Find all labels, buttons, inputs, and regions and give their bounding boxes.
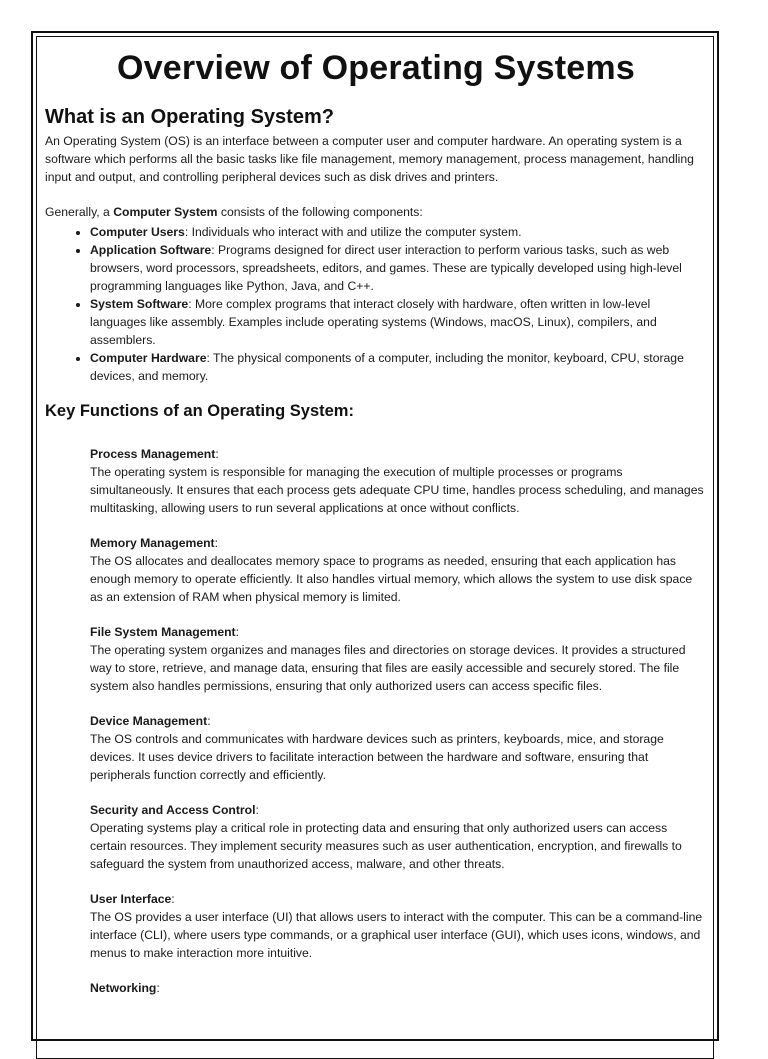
function-title-text: Process Management xyxy=(90,447,216,461)
function-title-colon: : xyxy=(255,803,259,817)
function-description: The OS controls and communicates with hardware devices such as printers, keyboards, mice, and storage devices. It uses device drivers to facilitate interaction between the hardware and software, ensuring that peripherals function correctly and efficiently. xyxy=(90,732,664,782)
function-title-colon: : xyxy=(215,447,219,461)
function-title xyxy=(90,712,707,730)
function-item xyxy=(90,534,707,606)
function-description: The operating system is responsible for managing the execution of multiple processes or programs simultaneously. It ensures that each process gets adequate CPU time, handles process scheduling, and manages multitasking, allowing users to run several applications at once without conflicts. xyxy=(90,465,704,515)
intro-suffix: consists of the following components: xyxy=(217,205,423,219)
function-title-colon: : xyxy=(214,536,219,550)
function-title xyxy=(90,979,707,997)
component-term: Application Software xyxy=(90,243,212,257)
key-functions-heading: Key Functions of an Operating System: xyxy=(45,402,354,420)
function-description: The OS provides a user interface (UI) that allows users to interact with the computer. This can be a command-line interface (CLI), where users type commands, or a graphical user interface (GUI), which uses icons, windows, and menus to make interaction more intuitive. xyxy=(90,910,703,960)
paragraph-spacer xyxy=(45,186,707,203)
function-title xyxy=(90,445,707,463)
function-title-text: Networking xyxy=(90,981,157,995)
function-item xyxy=(90,712,707,784)
component-term: System Software xyxy=(90,297,189,311)
intro-prefix: Generally, a xyxy=(45,205,114,219)
function-item xyxy=(90,801,707,873)
list-item xyxy=(90,295,707,349)
function-title-colon: : xyxy=(235,625,240,639)
function-description: The OS allocates and deallocates memory space to programs as needed, ensuring that each application has enough memory to operate efficiently. It also handles virtual memory, which allows the system to use disk space as an extension of RAM when physical memory is limited. xyxy=(90,554,693,604)
function-item xyxy=(90,890,707,962)
component-desc: : The physical components of a computer, including the monitor, keyboard, CPU, storage devices, and memory. xyxy=(90,351,684,383)
function-title-text: Memory Management xyxy=(90,536,215,550)
what-is-os-heading: What is an Operating System? xyxy=(45,106,334,128)
list-item xyxy=(90,223,707,241)
list-item xyxy=(90,349,707,385)
function-title-text: File System Management xyxy=(90,625,236,639)
component-desc: : Programs designed for direct user interaction to perform various tasks, such as web browsers, word processors, spreadsheets, editors, and games. These are typically developed using high-level programming languages like Python, Java, and C++. xyxy=(90,243,682,293)
function-title xyxy=(90,623,707,641)
function-item xyxy=(90,979,707,997)
document-title: Overview of Operating Systems xyxy=(117,49,635,87)
function-title-colon: : xyxy=(171,892,175,906)
function-title-text: Device Management xyxy=(90,714,208,728)
intro-bold-term: Computer System xyxy=(113,205,218,219)
component-term: Computer Users xyxy=(90,225,185,239)
functions-list xyxy=(45,445,707,997)
function-item xyxy=(90,623,707,695)
os-definition-paragraph: An Operating System (OS) is an interface between a computer user and computer hardware. An operating system is a software which performs all the basic tasks like file management, memory management, process management, handling input and output, and controlling peripheral devices such as disk drives and printers. xyxy=(45,134,694,184)
function-title xyxy=(90,801,707,819)
function-title-colon: : xyxy=(156,981,160,995)
function-title xyxy=(90,534,707,552)
computer-system-intro xyxy=(45,203,707,221)
document-content xyxy=(45,46,707,1014)
list-item xyxy=(90,241,707,295)
component-term: Computer Hardware xyxy=(90,351,207,365)
function-description: Operating systems play a critical role in protecting data and ensuring that only authorized users can access certain resources. They implement security measures such as user authentication, encryption, and firewalls to safeguard the system from unauthorized access, malware, and other threats. xyxy=(90,821,682,871)
function-title-text: Security and Access Control xyxy=(90,803,256,817)
function-title xyxy=(90,890,707,908)
components-list xyxy=(45,223,707,385)
function-title-text: User Interface xyxy=(90,892,172,906)
component-desc: : Individuals who interact with and utilize the computer system. xyxy=(184,225,522,239)
function-description: The operating system organizes and manages files and directories on storage devices. It provides a structured way to store, retrieve, and manage data, ensuring that files are easily accessible and securely stored. The file system also handles permissions, ensuring that only authorized users can access specific files. xyxy=(90,643,686,693)
function-item xyxy=(90,445,707,517)
component-desc: : More complex programs that interact closely with hardware, often written in low-level languages like assembly. Examples include operating systems (Windows, macOS, Linux), compilers, and assemblers. xyxy=(90,297,657,347)
function-title-colon: : xyxy=(207,714,211,728)
